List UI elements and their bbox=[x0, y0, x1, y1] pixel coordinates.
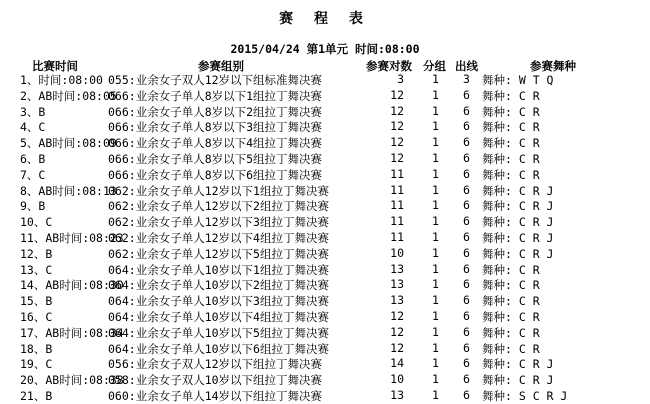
cell-dances: 舞种: C R J bbox=[482, 373, 554, 388]
cell-group: 056:业余女子双人12岁以下组拉丁舞决赛 bbox=[108, 357, 323, 372]
cell-dances: 舞种: C R bbox=[482, 309, 540, 324]
cell-advance: 6 bbox=[463, 277, 470, 292]
cell-divisions: 1 bbox=[432, 135, 439, 150]
cell-advance: 6 bbox=[463, 182, 470, 197]
cell-divisions: 1 bbox=[432, 340, 439, 355]
cell-divisions: 1 bbox=[432, 214, 439, 229]
header-divisions: 分组 bbox=[423, 59, 446, 73]
cell-advance: 6 bbox=[463, 103, 470, 118]
cell-divisions: 1 bbox=[432, 198, 439, 213]
header-time: 比赛时间 bbox=[32, 59, 78, 73]
cell-pairs: 11 bbox=[390, 214, 404, 229]
cell-divisions: 1 bbox=[432, 245, 439, 260]
cell-divisions: 1 bbox=[432, 119, 439, 134]
cell-dances: 舞种: C R bbox=[482, 167, 540, 182]
cell-group: 066:业余女子单人8岁以下3组拉丁舞决赛 bbox=[108, 120, 323, 135]
cell-group: 064:业余女子单人10岁以下3组拉丁舞决赛 bbox=[108, 294, 329, 309]
cell-pairs: 11 bbox=[390, 198, 404, 213]
cell-time: 12、B bbox=[20, 246, 53, 261]
cell-dances: 舞种: C R J bbox=[482, 246, 554, 261]
cell-pairs: 12 bbox=[390, 135, 404, 150]
cell-advance: 6 bbox=[463, 135, 470, 150]
cell-dances: 舞种: C R bbox=[482, 294, 540, 309]
cell-time: 1、时间:08:00 bbox=[20, 73, 103, 87]
cell-divisions: 1 bbox=[432, 387, 439, 402]
cell-dances: 舞种: C R bbox=[482, 262, 540, 277]
cell-group: 062:业余女子单人12岁以下1组拉丁舞决赛 bbox=[108, 183, 329, 198]
cell-advance: 6 bbox=[463, 166, 470, 181]
cell-time: 3、B bbox=[20, 104, 46, 119]
table-row bbox=[0, 309, 650, 325]
cell-time: 8、AB时间:08:13 bbox=[20, 183, 117, 198]
table-row bbox=[0, 119, 650, 135]
cell-pairs: 11 bbox=[390, 166, 404, 181]
cell-divisions: 1 bbox=[432, 103, 439, 118]
cell-advance: 6 bbox=[463, 293, 470, 308]
cell-group: 060:业余女子单人14岁以下组拉丁舞决赛 bbox=[108, 388, 323, 403]
table-row bbox=[0, 151, 650, 167]
cell-group: 066:业余女子单人8岁以下5组拉丁舞决赛 bbox=[108, 151, 323, 166]
cell-advance: 6 bbox=[463, 387, 470, 402]
cell-dances: 舞种: C R bbox=[482, 341, 540, 356]
cell-advance: 6 bbox=[463, 372, 470, 387]
cell-group: 066:业余女子单人8岁以下1组拉丁舞决赛 bbox=[108, 88, 323, 103]
cell-pairs: 12 bbox=[390, 103, 404, 118]
cell-group: 064:业余女子单人10岁以下5组拉丁舞决赛 bbox=[108, 325, 329, 340]
cell-divisions: 1 bbox=[432, 229, 439, 244]
table-row bbox=[0, 183, 650, 199]
table-row bbox=[0, 88, 650, 104]
schedule-title: 赛 程 表 bbox=[279, 11, 371, 27]
cell-group: 066:业余女子单人8岁以下6组拉丁舞决赛 bbox=[108, 167, 323, 182]
cell-group: 055:业余女子双人12岁以下组标准舞决赛 bbox=[108, 73, 323, 87]
table-row bbox=[0, 388, 650, 404]
cell-group: 064:业余女子单人10岁以下4组拉丁舞决赛 bbox=[108, 309, 329, 324]
table-row bbox=[0, 293, 650, 309]
table-row bbox=[0, 262, 650, 278]
header-group: 参赛组别 bbox=[198, 59, 244, 73]
cell-time: 13、C bbox=[20, 262, 53, 277]
cell-dances: 舞种: C R bbox=[482, 104, 540, 119]
cell-group: 062:业余女子单人12岁以下4组拉丁舞决赛 bbox=[108, 230, 329, 245]
cell-time: 18、B bbox=[20, 341, 53, 356]
table-row bbox=[0, 72, 650, 88]
cell-time: 21、B bbox=[20, 388, 53, 403]
cell-pairs: 13 bbox=[390, 261, 404, 276]
cell-dances: 舞种: C R J bbox=[482, 183, 554, 198]
cell-group: 066:业余女子单人8岁以下4组拉丁舞决赛 bbox=[108, 136, 323, 151]
cell-advance: 6 bbox=[463, 119, 470, 134]
cell-advance: 6 bbox=[463, 198, 470, 213]
header-advance: 出线 bbox=[455, 59, 478, 73]
cell-time: 9、B bbox=[20, 199, 46, 214]
cell-time: 15、B bbox=[20, 294, 53, 309]
cell-pairs: 10 bbox=[390, 245, 404, 260]
cell-dances: 舞种: C R bbox=[482, 278, 540, 293]
cell-time: 16、C bbox=[20, 309, 53, 324]
cell-dances: 舞种: C R J bbox=[482, 357, 554, 372]
cell-pairs: 12 bbox=[390, 87, 404, 102]
table-row bbox=[0, 230, 650, 246]
cell-divisions: 1 bbox=[432, 261, 439, 276]
table-row bbox=[0, 214, 650, 230]
cell-group: 066:业余女子单人8岁以下2组拉丁舞决赛 bbox=[108, 104, 323, 119]
cell-divisions: 1 bbox=[432, 293, 439, 308]
table-row bbox=[0, 198, 650, 214]
cell-pairs: 11 bbox=[390, 182, 404, 197]
cell-time: 4、C bbox=[20, 120, 46, 135]
cell-pairs: 12 bbox=[390, 324, 404, 339]
table-row bbox=[0, 246, 650, 262]
cell-group: 064:业余女子单人10岁以下2组拉丁舞决赛 bbox=[108, 278, 329, 293]
cell-time: 20、AB时间:08:38 bbox=[20, 373, 124, 388]
cell-dances: 舞种: C R bbox=[482, 88, 540, 103]
table-row bbox=[0, 372, 650, 388]
table-row bbox=[0, 325, 650, 341]
cell-pairs: 12 bbox=[390, 340, 404, 355]
table-row bbox=[0, 341, 650, 357]
cell-advance: 3 bbox=[463, 72, 470, 86]
cell-time: 19、C bbox=[20, 357, 53, 372]
cell-pairs: 12 bbox=[390, 308, 404, 323]
cell-pairs: 10 bbox=[390, 372, 404, 387]
cell-dances: 舞种: C R bbox=[482, 151, 540, 166]
cell-advance: 6 bbox=[463, 356, 470, 371]
cell-divisions: 1 bbox=[432, 182, 439, 197]
cell-divisions: 1 bbox=[432, 87, 439, 102]
header-pairs: 参赛对数 bbox=[366, 59, 412, 73]
cell-advance: 6 bbox=[463, 150, 470, 165]
cell-dances: 舞种: C R J bbox=[482, 199, 554, 214]
table-row bbox=[0, 104, 650, 120]
session-subtitle: 2015/04/24 第1单元 时间:08:00 bbox=[230, 42, 420, 56]
cell-divisions: 1 bbox=[432, 150, 439, 165]
cell-group: 062:业余女子单人12岁以下3组拉丁舞决赛 bbox=[108, 215, 329, 230]
cell-time: 11、AB时间:08:23 bbox=[20, 230, 124, 245]
cell-dances: 舞种: C R J bbox=[482, 230, 554, 245]
cell-advance: 6 bbox=[463, 229, 470, 244]
cell-group: 058:业余女子双人10岁以下组拉丁舞决赛 bbox=[108, 373, 323, 388]
cell-pairs: 13 bbox=[390, 293, 404, 308]
cell-divisions: 1 bbox=[432, 277, 439, 292]
cell-group: 062:业余女子单人12岁以下5组拉丁舞决赛 bbox=[108, 246, 329, 261]
cell-advance: 6 bbox=[463, 245, 470, 260]
cell-pairs: 3 bbox=[397, 72, 404, 86]
cell-time: 7、C bbox=[20, 167, 46, 182]
cell-time: 10、C bbox=[20, 215, 53, 230]
table-row bbox=[0, 277, 650, 293]
cell-pairs: 13 bbox=[390, 387, 404, 402]
cell-pairs: 11 bbox=[390, 229, 404, 244]
table-row bbox=[0, 167, 650, 183]
cell-time: 2、AB时间:08:05 bbox=[20, 88, 117, 103]
cell-dances: 舞种: W T Q bbox=[482, 73, 554, 87]
cell-advance: 6 bbox=[463, 261, 470, 276]
cell-dances: 舞种: S C R J bbox=[482, 388, 568, 403]
cell-dances: 舞种: C R bbox=[482, 120, 540, 135]
cell-time: 5、AB时间:08:09 bbox=[20, 136, 117, 151]
cell-pairs: 14 bbox=[390, 356, 404, 371]
table-row bbox=[0, 135, 650, 151]
cell-divisions: 1 bbox=[432, 308, 439, 323]
cell-pairs: 13 bbox=[390, 277, 404, 292]
cell-advance: 6 bbox=[463, 308, 470, 323]
table-row bbox=[0, 356, 650, 372]
schedule-table bbox=[0, 72, 650, 404]
cell-divisions: 1 bbox=[432, 356, 439, 371]
cell-group: 064:业余女子单人10岁以下1组拉丁舞决赛 bbox=[108, 262, 329, 277]
cell-pairs: 12 bbox=[390, 119, 404, 134]
cell-divisions: 1 bbox=[432, 166, 439, 181]
cell-time: 6、B bbox=[20, 151, 46, 166]
cell-advance: 6 bbox=[463, 214, 470, 229]
cell-divisions: 1 bbox=[432, 372, 439, 387]
cell-advance: 6 bbox=[463, 324, 470, 339]
cell-divisions: 1 bbox=[432, 72, 439, 86]
cell-group: 062:业余女子单人12岁以下2组拉丁舞决赛 bbox=[108, 199, 329, 214]
cell-time: 17、AB时间:08:34 bbox=[20, 325, 124, 340]
cell-group: 064:业余女子单人10岁以下6组拉丁舞决赛 bbox=[108, 341, 329, 356]
cell-divisions: 1 bbox=[432, 324, 439, 339]
cell-advance: 6 bbox=[463, 340, 470, 355]
header-dances: 参赛舞种 bbox=[530, 59, 576, 73]
cell-advance: 6 bbox=[463, 87, 470, 102]
cell-dances: 舞种: C R J bbox=[482, 215, 554, 230]
cell-time: 14、AB时间:08:30 bbox=[20, 278, 124, 293]
cell-pairs: 12 bbox=[390, 150, 404, 165]
cell-dances: 舞种: C R bbox=[482, 136, 540, 151]
cell-dances: 舞种: C R bbox=[482, 325, 540, 340]
